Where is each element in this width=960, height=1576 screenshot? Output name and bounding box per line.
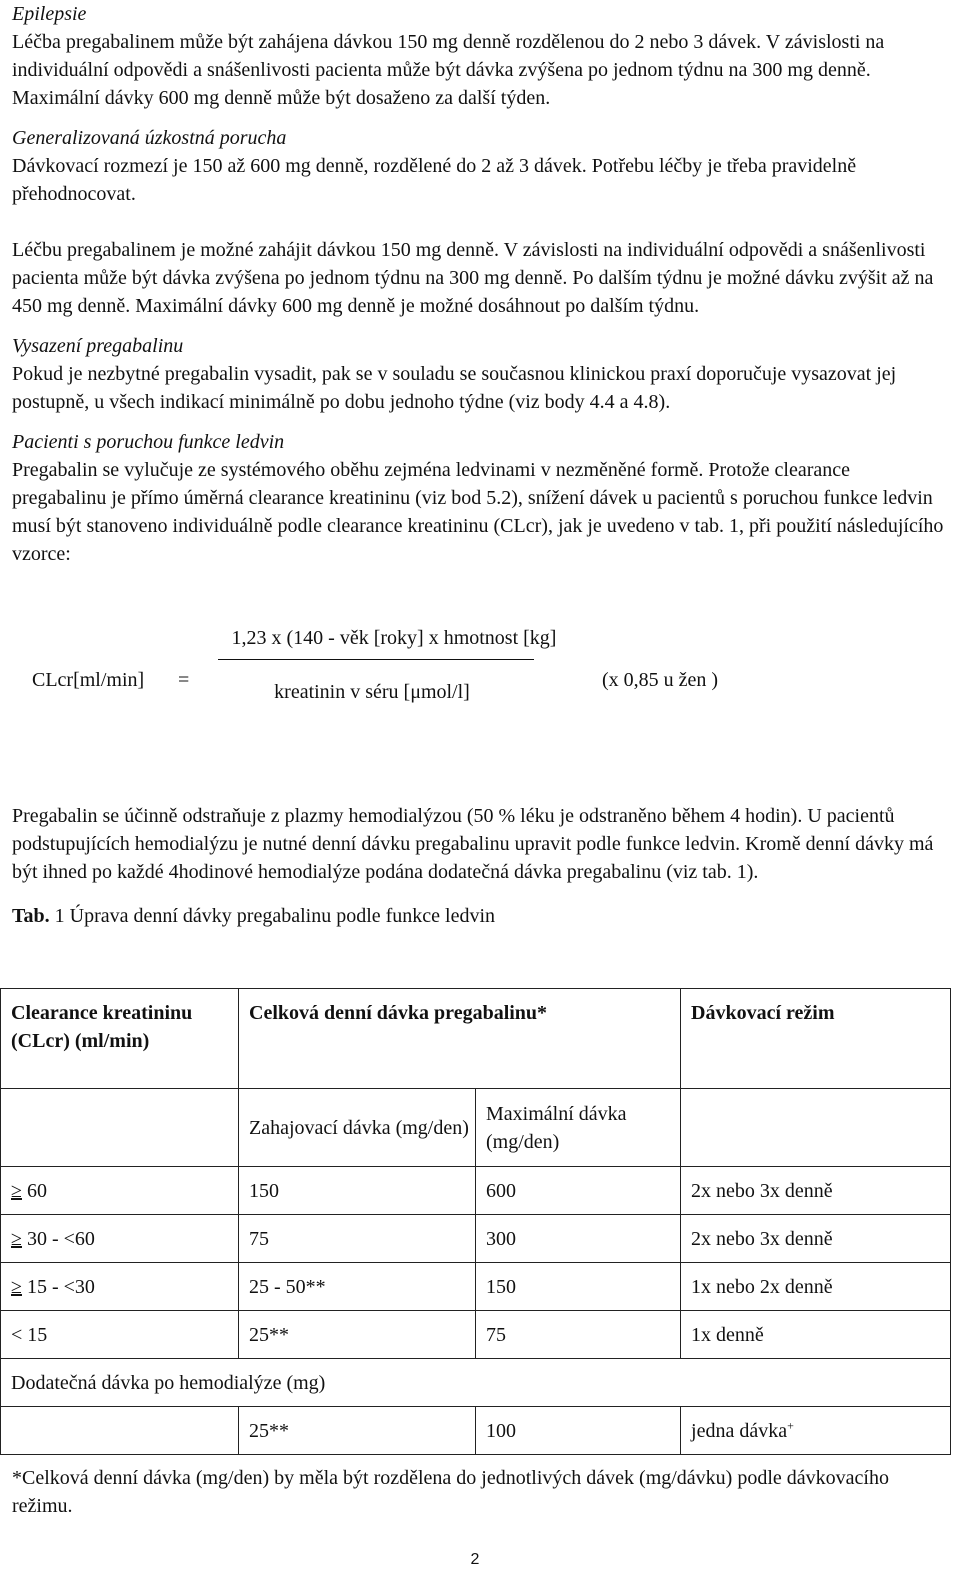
section-withdrawal (12, 332, 948, 416)
paragraph-epilepsy: Léčba pregabalinem může být zahájena dávkou 150 mg denně rozdělenou do 2 nebo 3 dávek. V závislosti na individuální odpovědi a snášenlivosti pacienta může být dávka zvýšena po jednom týdnu na 300 mg denně. Maximální dávky 600 mg denně může být dosaženo za další týden. (12, 31, 885, 109)
header-regimen: Dávkovací režim (681, 989, 951, 1089)
paragraph-renal: Pregabalin se vylučuje ze systémového oběhu zejména ledvinami v nezměněné formě. Protože clearance pregabalinu je přímo úměrná clearance kreatininu (viz bod 5.2), snížení dávek u pacientů s poruchou funkce ledvin musí být stanoveno individuálně podle clearance kreatininu (CLcr), jak je uvedeno v tab. 1, při použití následujícího vzorce: (12, 459, 944, 565)
cell-start: 25 - 50** (239, 1263, 476, 1311)
supplement-start: 25** (239, 1407, 476, 1455)
table-subheader-row (1, 1089, 951, 1167)
formula-female-factor: (x 0,85 u žen ) (602, 669, 719, 691)
paragraph-gad-1: Dávkovací rozmezí je 150 až 600 mg denně, rozdělené do 2 až 3 dávek. Potřebu léčby je třeba pravidelně přehodnocovat. (12, 155, 857, 205)
subheader-empty (1, 1089, 239, 1167)
ge-symbol: ≥ (11, 1179, 22, 1202)
table-row (1, 1215, 951, 1263)
paragraph-hemodialysis: Pregabalin se účinně odstraňuje z plazmy hemodialýzou (50 % léku je odstraněno během 4 hodin). U pacientů podstupujících hemodialýzu je nutné denní dávku pregabalinu upravit podle funkce ledvin. Kromě denní dávky má být ihned po každé 4hodinové hemodialýze podána dodatečná dávka pregabalinu (viz tab. 1). (12, 805, 934, 883)
cell-regimen: 2x nebo 3x denně (681, 1215, 951, 1263)
formula-denominator: kreatinin v séru [μmol/l] (274, 681, 470, 703)
table-header-row (1, 989, 951, 1089)
clcr-formula (12, 622, 948, 742)
table-supplement-row (1, 1407, 951, 1455)
cell-start: 25** (239, 1311, 476, 1359)
crcl-value: 15 - <30 (21, 1275, 95, 1298)
heading-withdrawal: Vysazení pregabalinu (12, 335, 184, 357)
section-epilepsy (12, 0, 948, 112)
cell-crcl (1, 1167, 239, 1215)
table-caption-text: 1 Úprava denní dávky pregabalinu podle funkce ledvin (49, 905, 496, 927)
cell-crcl (1, 1215, 239, 1263)
subheader-start-dose: Zahajovací dávka (mg/den) (239, 1089, 476, 1167)
crcl-value: 60 (21, 1179, 47, 1202)
supplement-empty (1, 1407, 239, 1455)
page-number: 2 (470, 1551, 480, 1568)
supplement-regimen-marker: + (787, 1417, 794, 1432)
formula-fraction-line (218, 659, 534, 660)
heading-gad: Generalizovaná úzkostná porucha (12, 127, 287, 149)
header-clearance: Clearance kreatininu (CLcr) (ml/min) (1, 989, 239, 1089)
supplement-label: Dodatečná dávka po hemodialýze (mg) (1, 1359, 951, 1407)
document-body (12, 0, 948, 940)
table-row (1, 1311, 951, 1359)
section-renal (12, 428, 948, 568)
cell-max: 75 (476, 1311, 681, 1359)
heading-renal: Pacienti s poruchou funkce ledvin (12, 431, 285, 453)
cell-crcl: < 15 (1, 1311, 239, 1359)
table-row (1, 1167, 951, 1215)
cell-regimen: 1x nebo 2x denně (681, 1263, 951, 1311)
table-footnote: *Celková denní dávka (mg/den) by měla být rozdělena do jednotlivých dávek (mg/dávku) podle dávkovacího režimu. (12, 1467, 889, 1517)
table-supplement-label-row (1, 1359, 951, 1407)
ge-symbol: ≥ (11, 1227, 22, 1250)
cell-regimen: 2x nebo 3x denně (681, 1167, 951, 1215)
header-total-daily-dose: Celková denní dávka pregabalinu* (239, 989, 681, 1089)
cell-start: 75 (239, 1215, 476, 1263)
cell-max: 150 (476, 1263, 681, 1311)
supplement-regimen-text: jedna dávka (691, 1419, 788, 1442)
supplement-regimen (681, 1407, 951, 1455)
table-caption (12, 902, 948, 930)
cell-start: 150 (239, 1167, 476, 1215)
cell-max: 600 (476, 1167, 681, 1215)
subheader-max-dose: Maximální dávka (mg/den) (476, 1089, 681, 1167)
cell-max: 300 (476, 1215, 681, 1263)
formula-equals: = (178, 669, 190, 691)
paragraph-gad-2: Léčbu pregabalinem je možné zahájit dávkou 150 mg denně. V závislosti na individuální odpovědi a snášenlivosti pacienta může být dávka zvýšena po jednom týdnu na 300 mg denně. Po dalším týdnu je možné dávku zvýšit až na 450 mg denně. Maximální dávky 600 mg denně je možné dosáhnout po dalším týdnu. (12, 239, 934, 317)
section-gad (12, 124, 948, 320)
heading-epilepsy: Epilepsie (12, 3, 87, 25)
cell-regimen: 1x denně (681, 1311, 951, 1359)
ge-symbol: ≥ (11, 1275, 22, 1298)
cell-crcl (1, 1263, 239, 1311)
supplement-max: 100 (476, 1407, 681, 1455)
paragraph-withdrawal: Pokud je nezbytné pregabalin vysadit, pak se v souladu se současnou klinickou praxí doporučuje vysazovat jej postupně, u všech indikací minimálně po dobu jednoho týdne (viz body 4.4 a 4.8). (12, 363, 897, 413)
crcl-value: 30 - <60 (21, 1227, 95, 1250)
formula-numerator: 1,23 x (140 - věk [roky] x hmotnost [kg] (231, 627, 557, 649)
formula-lhs: CLcr[ml/min] (32, 669, 145, 691)
table-row (1, 1263, 951, 1311)
subheader-empty-regimen (681, 1089, 951, 1167)
table-caption-label: Tab. (12, 905, 50, 927)
dose-adjustment-table (0, 988, 951, 1455)
